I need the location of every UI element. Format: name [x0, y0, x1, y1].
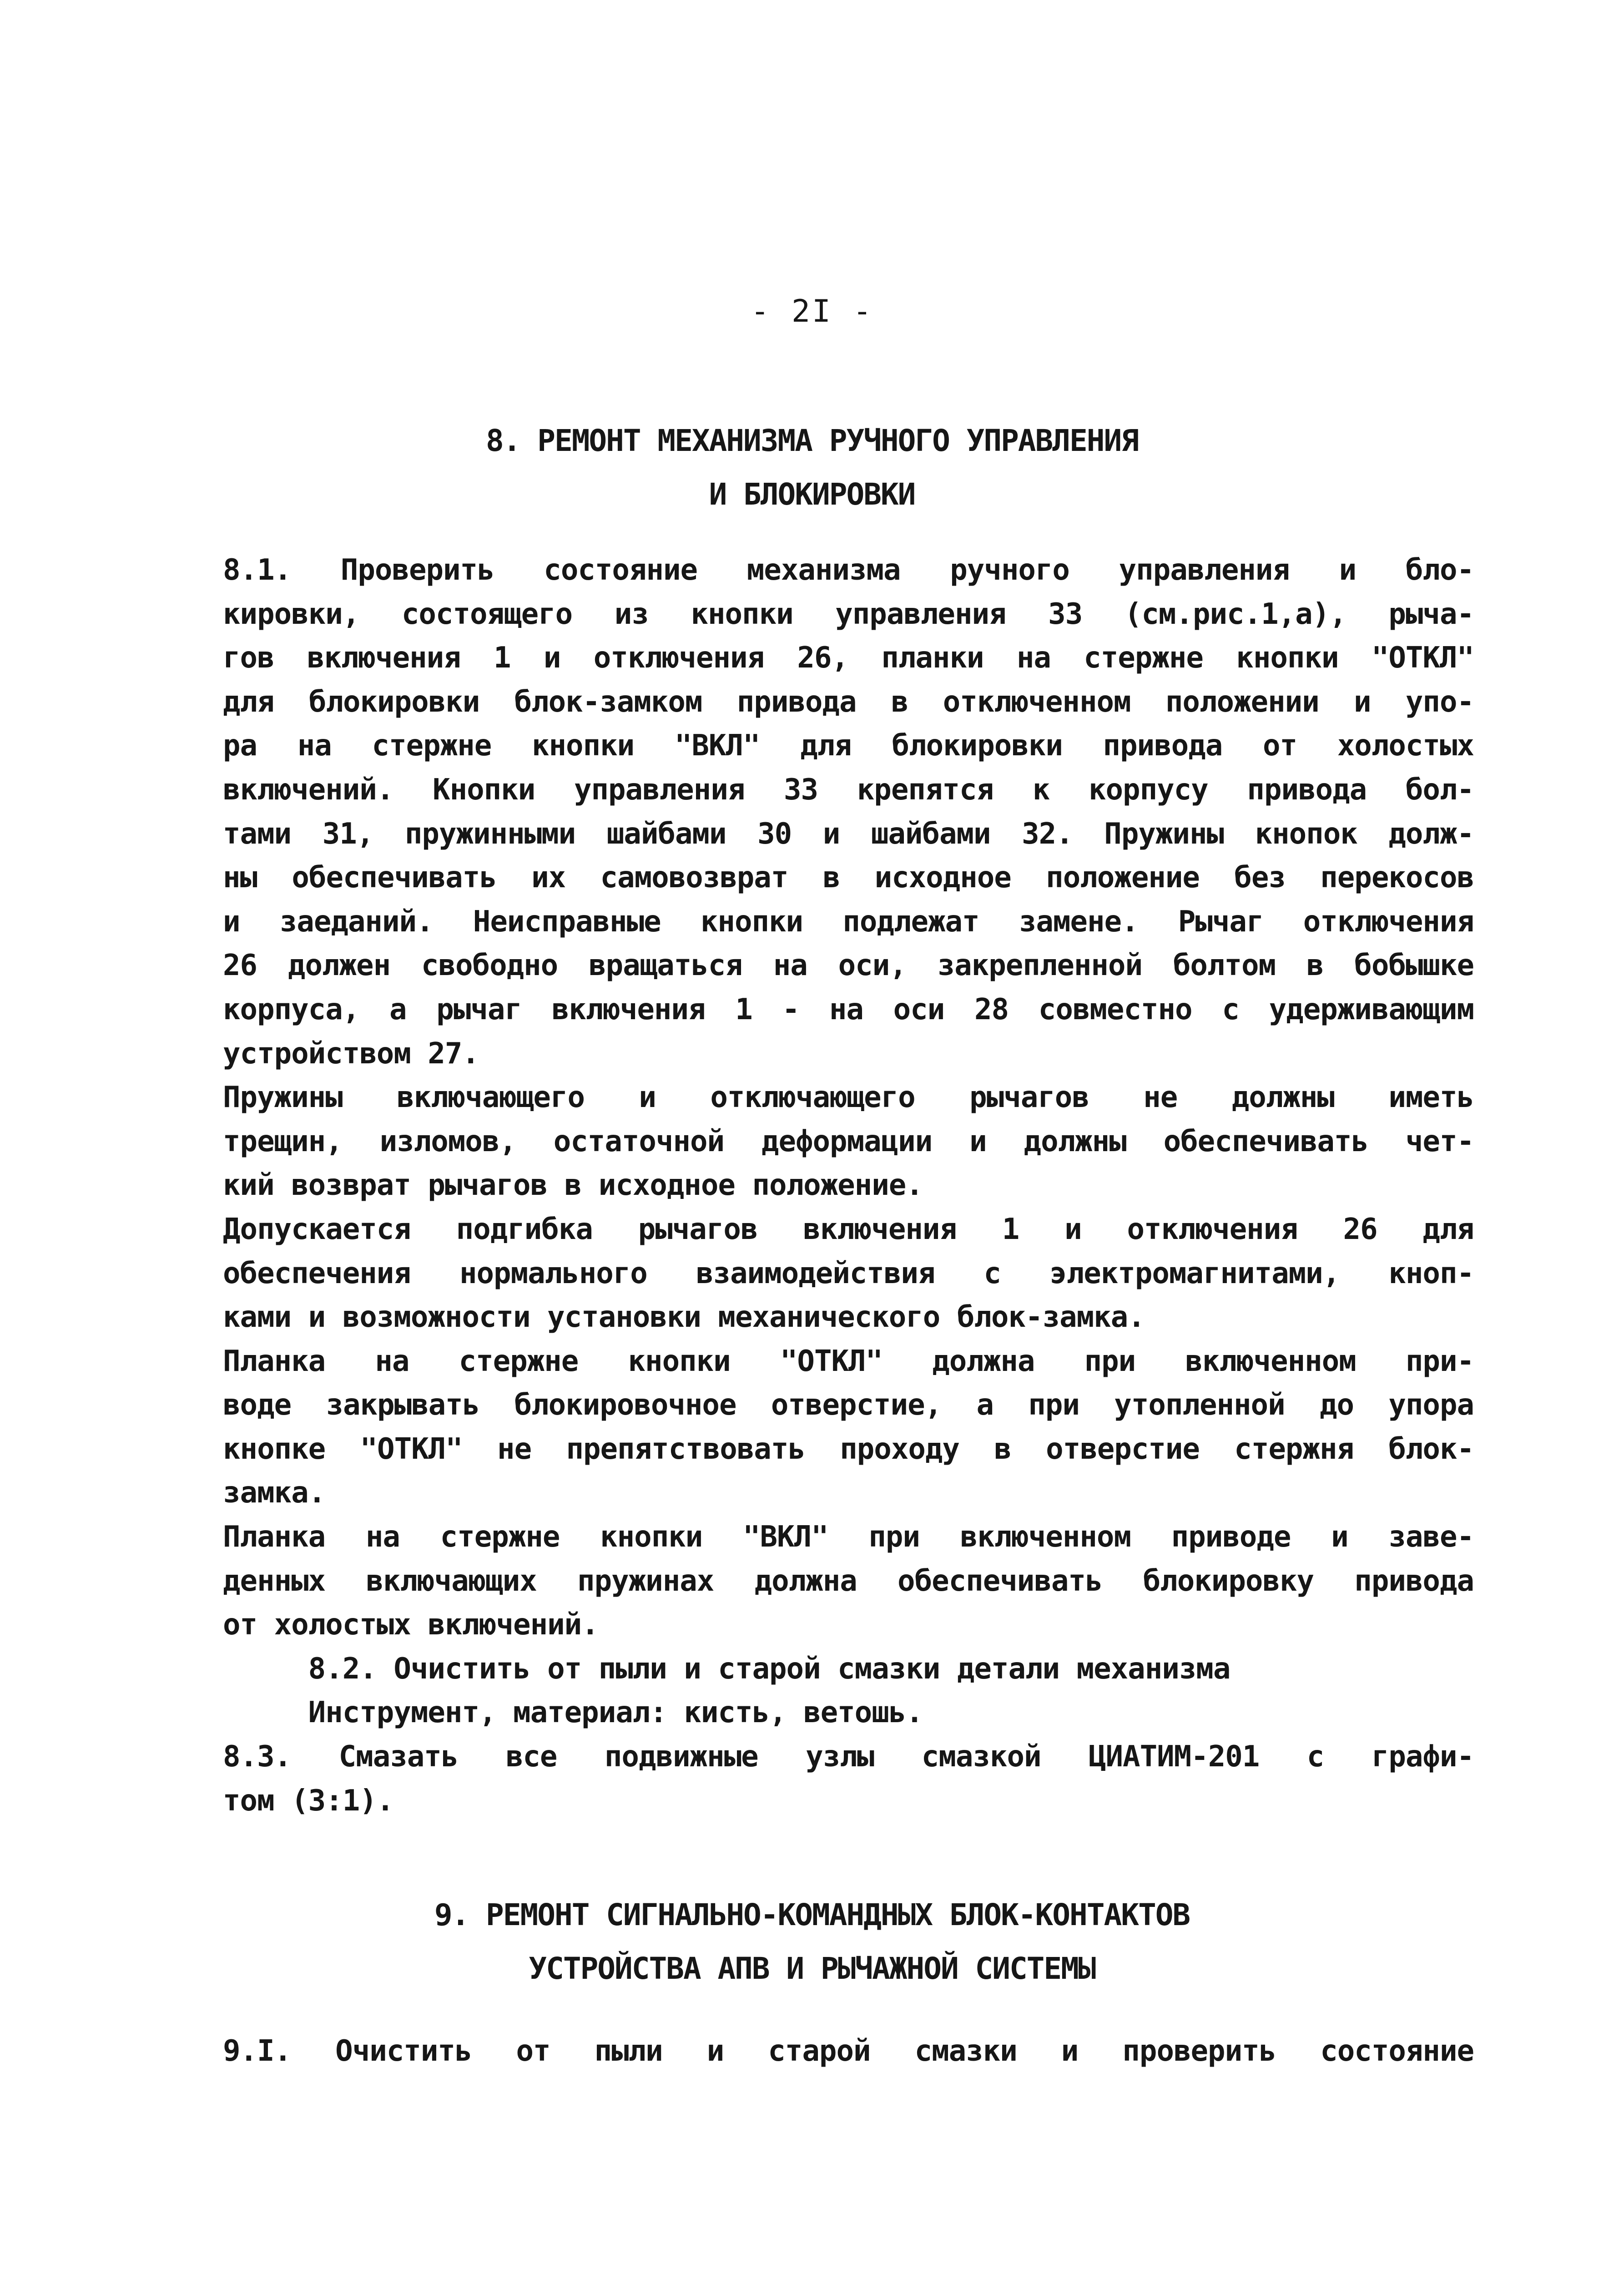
text-line: воде закрывать блокировочное отверстие, а при утопленной до упора: [223, 1388, 1474, 1422]
text-line: кировки, состоящего из кнопки управления 33 (см.рис.1,а), рыча-: [223, 597, 1474, 631]
text-line: от холостых включений.: [223, 1608, 599, 1642]
heading-line: И БЛОКИРОВКИ: [709, 477, 915, 512]
text-line: Допускается подгибка рычагов включения 1 и отключения 26 для: [223, 1212, 1474, 1246]
text-line: 26 должен свободно вращаться на оси, закрепленной болтом в бобышке: [223, 949, 1474, 983]
text-line: 8.1. Проверить состояние механизма ручного управления и бло-: [223, 553, 1474, 587]
section-9-heading: [0, 1888, 1624, 1996]
text-line: 8.2. Очистить от пыли и старой смазки детали механизма: [223, 1652, 1231, 1686]
text-line: Планка на стержне кнопки "ОТКЛ" должна при включенном при-: [223, 1344, 1474, 1378]
text-line: том (3:1).: [223, 1784, 394, 1818]
heading-line: 9. РЕМОНТ СИГНАЛЬНО-КОМАНДНЫХ БЛОК-КОНТАКТОВ: [434, 1897, 1190, 1932]
section-9-body: [223, 2029, 1474, 2073]
text-line: ны обеспечивать их самовозврат в исходное положение без перекосов: [223, 861, 1474, 895]
text-line: Пружины включающего и отключающего рычагов не должны иметь: [223, 1081, 1474, 1115]
text-line: корпуса, а рычаг включения 1 - на оси 28 совместно с удерживающим: [223, 992, 1474, 1026]
text-line: замка.: [223, 1476, 326, 1510]
text-line: кий возврат рычагов в исходное положение.: [223, 1168, 923, 1203]
text-line: включений. Кнопки управления 33 крепятся к корпусу привода бол-: [223, 773, 1474, 807]
text-line: гов включения 1 и отключения 26, планки на стержне кнопки "ОТКЛ": [223, 641, 1474, 675]
text-line: обеспечения нормального взаимодействия с электромагнитами, кноп-: [223, 1256, 1474, 1290]
text-line: тами 31, пружинными шайбами 30 и шайбами 32. Пружины кнопок долж-: [223, 817, 1474, 851]
text-line: кнопке "ОТКЛ" не препятствовать проходу в отверстие стержня блок-: [223, 1432, 1474, 1466]
text-line: 9.I. Очистить от пыли и старой смазки и проверить состояние: [223, 2034, 1474, 2068]
section-8-heading: [0, 414, 1624, 521]
text-line: для блокировки блок-замком привода в отключенном положении и упо-: [223, 685, 1474, 719]
page-number: - 2I -: [751, 293, 873, 329]
text-line: Инструмент, материал: кисть, ветошь.: [223, 1696, 923, 1730]
text-line: ками и возможности установки механического блок-замка.: [223, 1300, 1145, 1335]
text-line: 8.3. Смазать все подвижные узлы смазкой ЦИАТИМ-201 с графи-: [223, 1740, 1474, 1774]
text-line: Планка на стержне кнопки "ВКЛ" при включенном приводе и заве-: [223, 1520, 1474, 1554]
section-8-body: [223, 548, 1474, 1823]
heading-line: УСТРОЙСТВА АПВ И РЫЧАЖНОЙ СИСТЕМЫ: [529, 1951, 1095, 1986]
text-line: устройством 27.: [223, 1036, 479, 1071]
text-line: ра на стержне кнопки "ВКЛ" для блокировки привода от холостых: [223, 729, 1474, 763]
text-line: и заеданий. Неисправные кнопки подлежат замене. Рычаг отключения: [223, 905, 1474, 939]
text-line: трещин, изломов, остаточной деформации и должны обеспечивать чет-: [223, 1124, 1474, 1158]
text-line: денных включающих пружинах должна обеспечивать блокировку привода: [223, 1564, 1474, 1598]
heading-line: 8. РЕМОНТ МЕХАНИЗМА РУЧНОГО УПРАВЛЕНИЯ: [486, 423, 1138, 458]
